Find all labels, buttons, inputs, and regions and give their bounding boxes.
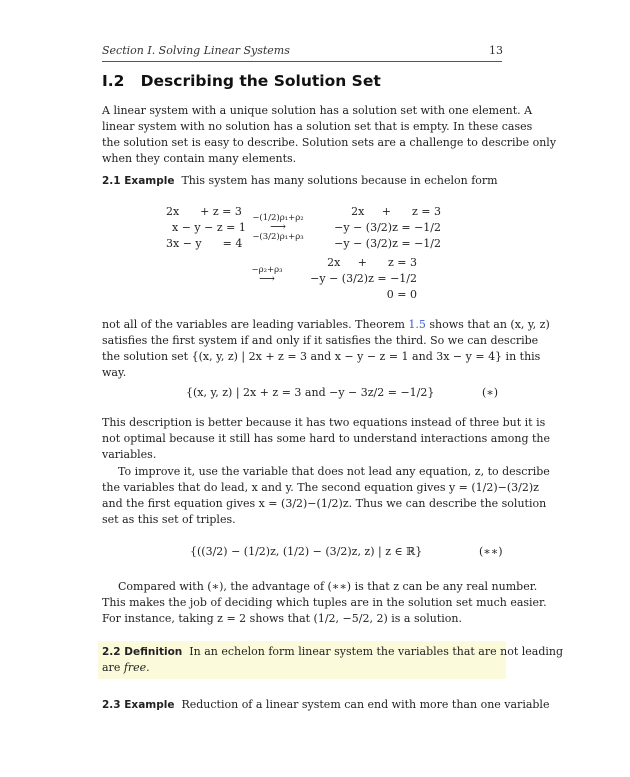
definition-text: are (102, 661, 121, 675)
header-rule (102, 61, 502, 62)
definition-line (102, 660, 502, 676)
para4-line: For instance, taking z = 2 shows that (1/2, −5/2, 2) is a solution. (102, 612, 462, 626)
after-line: satisfies the first system if and only if it satisfies the third. So we can describe (102, 334, 539, 348)
example-21-text: This system has many solutions because in echelon form (181, 174, 498, 187)
equation-tag-2: (∗∗) (479, 545, 503, 558)
display-equation-2: {((3/2) − (1/2)z, (1/2) − (3/2)z, z) | z ∈ ℝ} (190, 545, 423, 558)
example-21-intro (102, 174, 498, 187)
row-op-2-label: −ρ₂+ρ₃ (251, 265, 283, 275)
para3-line: set as this set of triples. (102, 513, 236, 527)
theorem-link[interactable]: 1.5 (408, 318, 426, 331)
system-2-eq: −y − (3/2)z = −1/2 (334, 237, 441, 250)
example-21-label: 2.1 Example (102, 175, 175, 187)
system-1-eq: 2x + z = 3 (166, 205, 242, 218)
system-2 (317, 204, 441, 252)
section-heading (102, 72, 381, 90)
example-23-label: 2.3 Example (102, 699, 175, 711)
intro-line: linear system with no solution has a solution set that is empty. In these cases (102, 120, 533, 134)
para2-line: This description is better because it has two equations instead of three but it is (102, 416, 546, 429)
system-1-eq: x − y − z = 1 (172, 221, 246, 234)
example-23-text: Reduction of a linear system can end with more than one variable (181, 698, 550, 711)
row-op-2 (246, 265, 288, 285)
paragraph-4 (102, 579, 547, 627)
paragraph-3 (102, 464, 550, 528)
after-line-text: shows that an (x, y, z) (429, 318, 550, 331)
system-3-eq: 0 = 0 (386, 288, 417, 301)
para4-line: This makes the job of deciding which tuples are in the solution set much easier. (102, 596, 547, 610)
system-3-eq: 2x + z = 3 (327, 256, 417, 269)
row-op-1 (245, 213, 311, 242)
intro-paragraph (102, 103, 557, 167)
row-op-1a: −(1/2)ρ₁+ρ₂ (252, 213, 304, 223)
after-system-paragraph (102, 317, 550, 381)
system-2-eq: 2x + z = 3 (351, 205, 441, 218)
section-title: Describing the Solution Set (140, 72, 381, 90)
after-line-text: not all of the variables are leading variables. Theorem (102, 318, 405, 331)
display-equation-1: {(x, y, z) | 2x + z = 3 and −y − 3z/2 = −1/2} (186, 386, 435, 399)
system-2-eq: −y − (3/2)z = −1/2 (334, 221, 441, 234)
section-number: I.2 (102, 72, 125, 90)
after-line: the solution set {(x, y, z) | 2x + z = 3 and x − y − z = 1 and 3x − y = 4} in this (102, 350, 541, 364)
para3-line: and the first equation gives x = (3/2)−(1/2)z. Thus we can describe the solution (102, 497, 547, 511)
system-3-eq: −y − (3/2)z = −1/2 (310, 272, 417, 285)
intro-line: A linear system with a unique solution has a solution set with one element. A (102, 104, 533, 117)
after-line: way. (102, 366, 127, 380)
definition-22 (102, 644, 564, 676)
definition-text: In an echelon form linear system the variables that are not leading (189, 645, 564, 658)
intro-line: when they contain many elements. (102, 152, 297, 166)
equation-tag-1: (∗) (482, 386, 499, 399)
arrow-icon: ⟶ (270, 220, 286, 233)
para3-line: the variables that do lead, x and y. The second equation gives y = (1/2)−(3/2)z (102, 481, 539, 495)
system-1-eq: 3x − y = 4 (166, 237, 243, 250)
para2-line: not optimal because it still has some hard to understand interactions among the (102, 432, 551, 446)
example-23 (102, 698, 549, 711)
definition-emphasis: free. (123, 661, 150, 675)
page-number: 13 (489, 44, 503, 57)
after-line (102, 317, 550, 333)
row-op-1b: −(3/2)ρ₁+ρ₃ (252, 232, 304, 242)
system-3 (293, 255, 417, 303)
intro-line: the solution set is easy to describe. Solution sets are a challenge to describe only (102, 136, 557, 150)
arrow-icon: ⟶ (259, 272, 275, 285)
para2-line: variables. (102, 448, 157, 462)
paragraph-2 (102, 415, 551, 463)
para4-line: Compared with (∗), the advantage of (∗∗) is that z can be any real number. (118, 580, 538, 593)
running-title: Section I. Solving Linear Systems (102, 44, 290, 57)
para3-line: To improve it, use the variable that does not lead any equation, z, to describe (118, 465, 550, 478)
system-1 (166, 204, 246, 252)
definition-label: 2.2 Definition (102, 646, 183, 658)
definition-line (102, 644, 564, 660)
